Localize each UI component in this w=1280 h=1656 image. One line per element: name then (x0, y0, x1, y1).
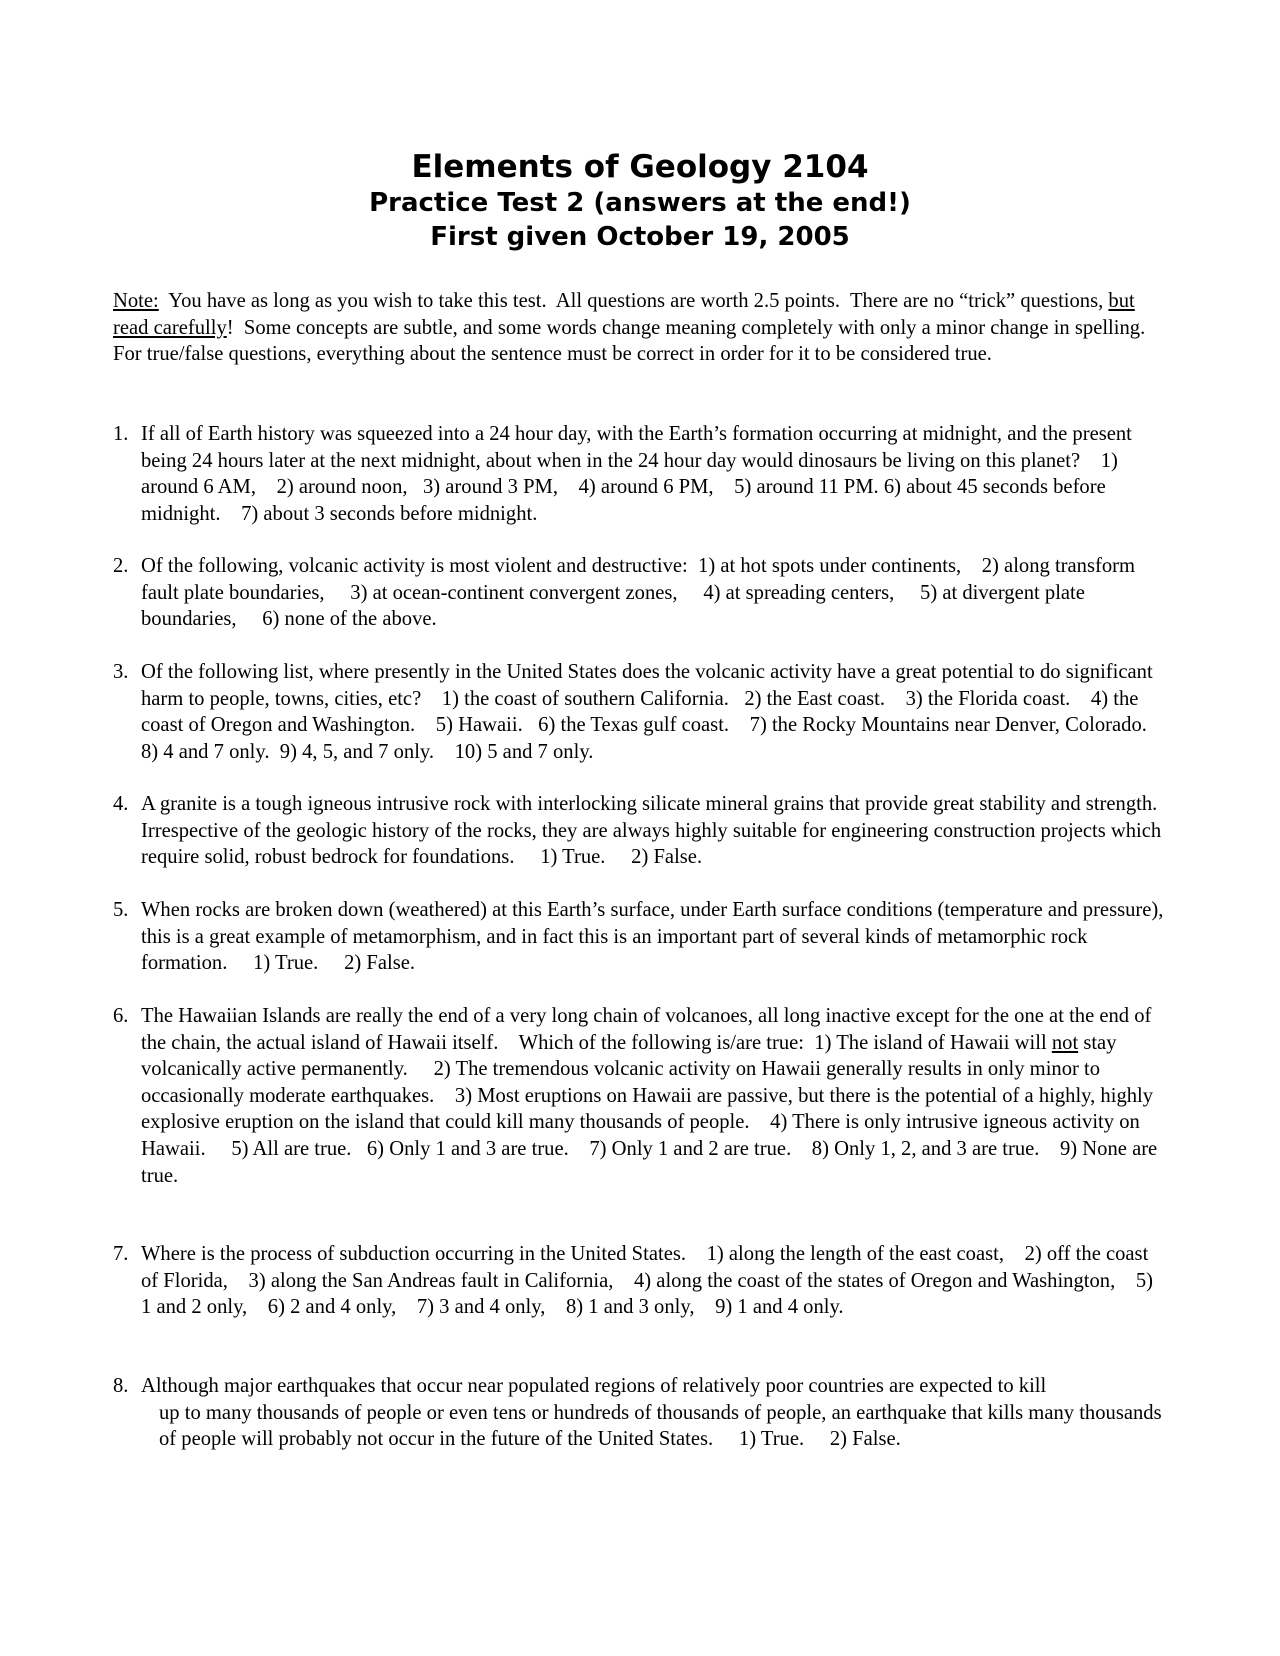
question-number: 5. (113, 899, 129, 921)
question-number: 6. (113, 1005, 129, 1027)
question-text (141, 1003, 1165, 1189)
question-5 (113, 897, 1169, 977)
question-text-part: The Hawaiian Islands are really the end of a very long chain of volcanoes, all long inactive except for the one at the end of the chain, the actual island of Hawaii itself. Which of the following is/are true: 1) The island of Hawaii will (141, 1005, 1157, 1054)
page-title: Elements of Geology 2104 (411, 149, 869, 185)
note-emphasis: but read carefully (113, 290, 1135, 339)
question-text-part: stay volcanically active permanently. 2) The tremendous volcanic activity on Hawaii generally results in only minor to occasionally moderate earthquakes. 3) Most eruptions on Hawaii are passive, but there is the potential of a highly, highly explosive eruption on the island that could kill many thousands of people. 4) There is only intrusive igneous activity on Hawaii. 5) All are true. 6) Only 1 and 3 are true. 7) Only 1 and 2 are true. 8) Only 1, 2, and 3 are true. 9) None are true. (141, 1031, 1163, 1187)
date-line: First given October 19, 2005 (430, 222, 850, 252)
note-text-2: ! Some concepts are subtle, and some words change meaning completely with only a minor change in spelling. For true/false questions, everything about the sentence must be correct in order for it to be considered true. (113, 316, 1156, 366)
question-6 (113, 1003, 1165, 1189)
note-paragraph (113, 288, 1165, 368)
question-number: 2. (113, 555, 129, 577)
question-text: Of the following list, where presently in the United States does the volcanic activity have a great potential to do significant harm to people, towns, cities, etc? 1) the coast of southern California. 2) the East coast. 3) the Florida coast. 4) the coast of Oregon and Washington. 5) Hawaii. 6) the Texas gulf coast. 7) the Rocky Mountains near Denver, Colorado. 8) 4 and 7 only. 9) 4, 5, and 7 only. 10) 5 and 7 only. (141, 661, 1168, 763)
question-text: Where is the process of subduction occurring in the United States. 1) along the length of the east coast, 2) off the coast of Florida, 3) along the San Andreas fault in California, 4) along the coast of the states of Oregon and Washington, 5) 1 and 2 only, 6) 2 and 4 only, 7) 3 and 4 only, 8) 1 and 3 only, 9) 1 and 4 only. (141, 1243, 1159, 1319)
question-4 (113, 791, 1168, 871)
question-3 (113, 659, 1168, 765)
note-label: Note: (113, 290, 159, 312)
note-text-1: You have as long as you wish to take this test. All questions are worth 2.5 points. There are no “trick” questions, (158, 290, 1109, 312)
question-text-rest: up to many thousands of people or even tens or hundreds of thousands of people, an earthquake that kills many thousands of people will probably not occur in the future of the United States. 1) True. 2) False. (159, 1401, 1167, 1451)
question-number: 4. (113, 793, 129, 815)
question-2 (113, 553, 1165, 633)
question-text: If all of Earth history was squeezed into a 24 hour day, with the Earth’s formation occurring at midnight, and the present being 24 hours later at the next midnight, about when in the 24 hour day would dinosaurs be living on this planet? 1) around 6 AM, 2) around noon, 3) around 3 PM, 4) around 6 PM, 5) around 11 PM. 6) about 45 seconds before midnight. 7) about 3 seconds before midnight. (141, 423, 1138, 525)
question-number: 1. (113, 423, 129, 445)
page-subtitle: Practice Test 2 (answers at the end!) (369, 188, 911, 218)
question-7 (113, 1241, 1165, 1321)
question-number: 3. (113, 661, 129, 683)
question-8 (113, 1373, 1165, 1453)
question-number: 8. (113, 1375, 129, 1397)
question-emphasis: not (1051, 1031, 1079, 1054)
question-1 (113, 421, 1165, 527)
question-text: Of the following, volcanic activity is most violent and destructive: 1) at hot spots under continents, 2) along transform fault plate boundaries, 3) at ocean-continent convergent zones, 4) at spreading centers, 5) at divergent plate boundaries, 6) none of the above. (141, 555, 1141, 631)
title-block (0, 148, 1280, 254)
question-text: When rocks are broken down (weathered) at this Earth’s surface, under Earth surface conditions (temperature and pressure), this is a great example of metamorphism, and in fact this is an important part of several kinds of metamorphic rock formation. 1) True. 2) False. (141, 899, 1169, 975)
question-text-first-line: Although major earthquakes that occur near populated regions of relatively poor countries are expected to kill (141, 1375, 1047, 1397)
question-text: A granite is a tough igneous intrusive rock with interlocking silicate mineral grains that provide great stability and strength. Irrespective of the geologic history of the rocks, they are always highly suitable for engineering construction projects which require solid, robust bedrock for foundations. 1) True. 2) False. (141, 793, 1168, 869)
question-number: 7. (113, 1243, 129, 1265)
